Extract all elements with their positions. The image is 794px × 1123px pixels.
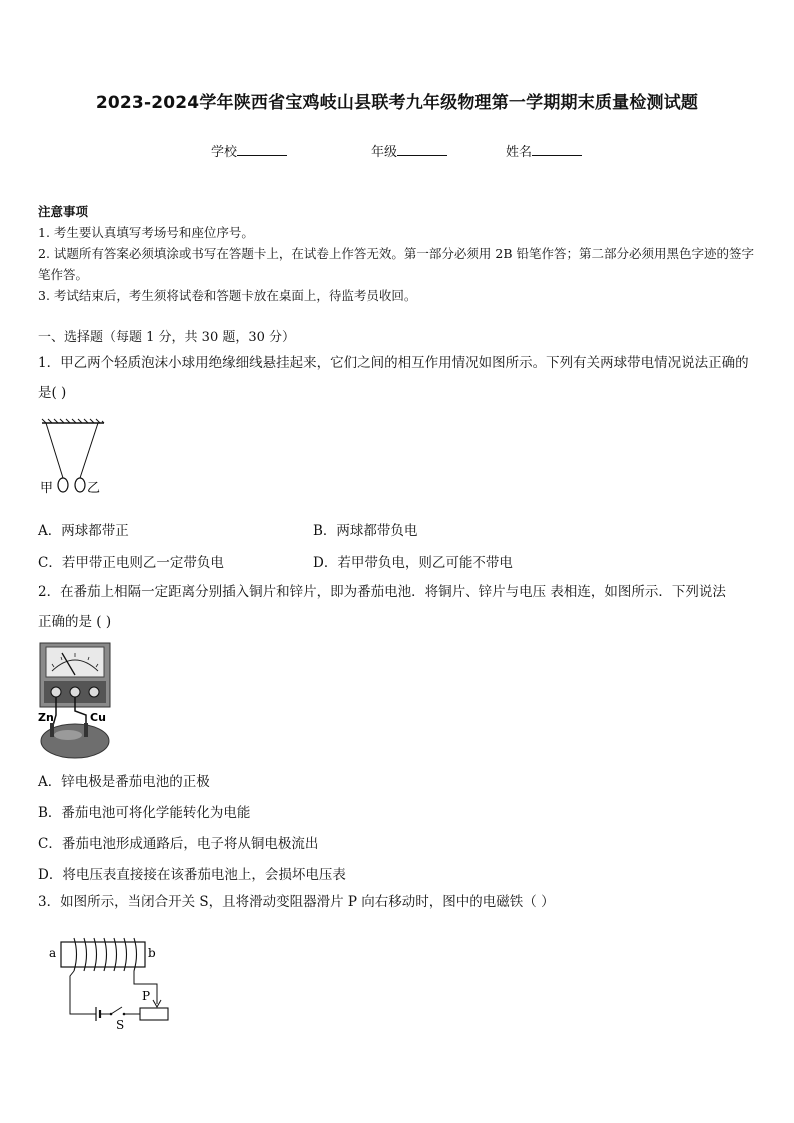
voltmeter-dial [46,647,104,677]
label-a: a [49,946,57,960]
name-field [506,141,582,160]
notice-heading: 注意事项 [38,204,89,219]
grade-label: 年级 [371,145,398,160]
question-2-stem: 2．在番茄上相隔一定距离分别插入铜片和锌片，即为番茄电池．将铜片、锌片与电压 表相连，如图所示．下列说法正确的是 ( ) [38,584,726,630]
q1-option-b[interactable]: B．两球都带负电 [313,523,418,539]
label-yi: 乙 [87,481,101,496]
q2-option-b[interactable]: B．番茄电池可将化学能转化为电能 [38,805,251,821]
question-1-stem: 1．甲乙两个轻质泡沫小球用绝缘细线悬挂起来，它们之间的相互作用情况如图所示。下列有关两球带电情况说法正确的是( ) [38,355,749,401]
terminal-3v [70,687,80,697]
zinc-plate [50,723,54,737]
question-3-stem: 3．如图所示，当闭合开关 S，且将滑动变阻器滑片 P 向右移动时，图中的电磁铁（ ） [38,894,555,910]
ball-yi [75,478,85,492]
page-title: 2023-2024学年陕西省宝鸡岐山县联考九年级物理第一学期期末质量检测试题 [95,93,699,113]
q1-option-a[interactable]: A．两球都带正 [38,523,129,539]
q2-option-a[interactable]: A．锌电极是番茄电池的正极 [38,774,210,790]
label-s: S [116,1018,125,1030]
grade-field [371,141,447,160]
electromagnet-core [61,942,145,967]
terminal-15v [89,687,99,697]
name-blank[interactable] [532,142,582,156]
switch-s[interactable] [111,1007,122,1014]
q2-option-c[interactable]: C．番茄电池形成通路后，电子将从铜电极流出 [38,836,319,852]
label-b: b [148,946,156,960]
q1-figure [38,418,110,500]
label-zn: Zn [38,711,54,724]
terminal-negative [51,687,61,697]
copper-plate [84,723,88,737]
label-cu: Cu [90,711,106,724]
notice-item-1: 1. 考生要认真填写考场号和座位序号。 [38,225,254,240]
q3-figure [44,934,174,1030]
q1-option-d[interactable]: D．若甲带负电，则乙可能不带电 [313,555,513,571]
school-field [211,141,287,160]
ball-jia [58,478,68,492]
notice-item-3: 3. 考试结束后，考生须将试卷和答题卡放在桌面上，待监考员收回。 [38,288,417,303]
grade-blank[interactable] [397,142,447,156]
electromagnet-coil [74,938,137,971]
name-label: 姓名 [506,145,533,160]
notice-block [38,201,760,306]
q2-option-d[interactable]: D．将电压表直接接在该番茄电池上，会损坏电压表 [38,867,346,883]
rheostat [140,1008,168,1020]
q1-option-c[interactable]: C．若甲带正电则乙一定带负电 [38,555,224,571]
school-label: 学校 [211,145,238,160]
q2-figure [38,641,112,759]
school-blank[interactable] [237,142,287,156]
section-heading: 一、选择题（每题 1 分，共 30 题，30 分） [38,330,296,345]
label-p: P [142,989,151,1003]
notice-item-2: 2. 试题所有答案必须填涂或书写在答题卡上，在试卷上作答无效。第一部分必须用 2B 铅笔作答；第二部分必须用黑色字迹的签字笔作答。 [38,246,754,282]
label-jia: 甲 [40,481,54,496]
